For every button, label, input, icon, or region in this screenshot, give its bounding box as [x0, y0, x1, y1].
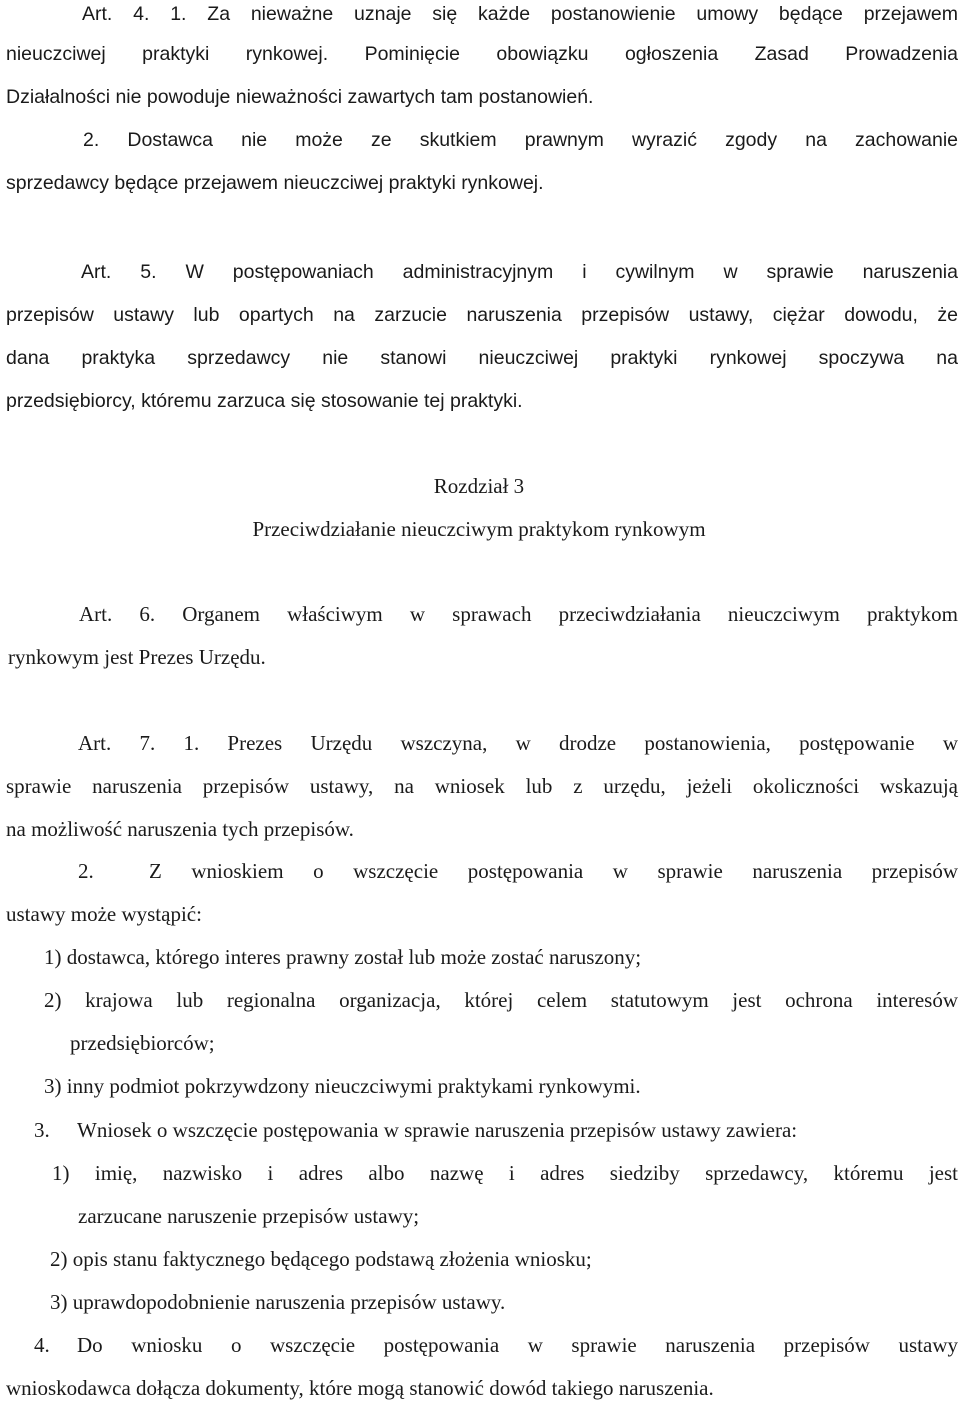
art5-line1: Art. 5. W postępowaniach administracyjnym i cywilnym w sprawie naruszenia	[81, 261, 958, 283]
art5-line2: przepisów ustawy lub opartych na zarzucie naruszenia przepisów ustawy, ciężar dowodu, że	[6, 304, 958, 326]
art7-p3-number: 3.	[34, 1118, 50, 1142]
art7-p2-line2: ustawy może wystąpić:	[6, 902, 202, 926]
art7-p2-item2-line2: przedsiębiorców;	[70, 1031, 215, 1055]
art4-line5: sprzedawcy będące przejawem nieuczciwej praktyki rynkowej.	[6, 172, 544, 194]
art5-line4: przedsiębiorcy, któremu zarzuca się stosowanie tej praktyki.	[6, 390, 523, 412]
art7-p3-item2: 2) opis stanu faktycznego będącego podstawą złożenia wniosku;	[50, 1247, 592, 1271]
art7-p2-line1: Z wnioskiem o wszczęcie postępowania w sprawie naruszenia przepisów	[149, 859, 958, 883]
art4-line1: Art. 4. 1. Za nieważne uznaje się każde postanowienie umowy będące przejawem	[82, 3, 958, 25]
art6-line2: rynkowym jest Prezes Urzędu.	[8, 645, 266, 669]
art4-line2: nieuczciwej praktyki rynkowej. Pominięcie obowiązku ogłoszenia Zasad Prowadzenia	[6, 43, 958, 65]
art7-p3-item1-line1: 1) imię, nazwisko i adres albo nazwę i adres siedziby sprzedawcy, któremu jest	[52, 1161, 958, 1185]
art7-p1-line2: sprawie naruszenia przepisów ustawy, na wniosek lub z urzędu, jeżeli okoliczności wskazują	[6, 774, 958, 798]
art6-line1: Art. 6. Organem właściwym w sprawach przeciwdziałania nieuczciwym praktykom	[79, 602, 958, 626]
chapter-title: Przeciwdziałanie nieuczciwym praktykom rynkowym	[252, 517, 706, 541]
art7-p3-item3: 3) uprawdopodobnienie naruszenia przepisów ustawy.	[50, 1290, 506, 1314]
document-page	[6, 0, 958, 1402]
art7-p4-line2: wnioskodawca dołącza dokumenty, które mogą stanowić dowód takiego naruszenia.	[6, 1376, 714, 1400]
art7-p2-item2-line1: 2) krajowa lub regionalna organizacja, której celem statutowym jest ochrona interesów	[44, 988, 958, 1012]
art7-p3-line1: Wniosek o wszczęcie postępowania w sprawie naruszenia przepisów ustawy zawiera:	[77, 1118, 798, 1142]
art7-p2-item3: 3) inny podmiot pokrzywdzony nieuczciwymi praktykami rynkowymi.	[44, 1074, 641, 1098]
art4-line3: Działalności nie powoduje nieważności zawartych tam postanowień.	[6, 86, 594, 108]
art5-line3: dana praktyka sprzedawcy nie stanowi nieuczciwej praktyki rynkowej spoczywa na	[6, 347, 958, 369]
art4-line4: 2. Dostawca nie może ze skutkiem prawnym wyrazić zgody na zachowanie	[83, 129, 958, 151]
art7-p1-line3: na możliwość naruszenia tych przepisów.	[6, 817, 354, 841]
art7-p2-number: 2.	[78, 859, 94, 883]
chapter-number: Rozdział 3	[433, 474, 525, 498]
art7-p4-line1: Do wniosku o wszczęcie postępowania w sprawie naruszenia przepisów ustawy	[77, 1333, 958, 1357]
art7-p2-item1: 1) dostawca, którego interes prawny został lub może zostać naruszony;	[44, 945, 642, 969]
art7-p4-number: 4.	[34, 1333, 50, 1357]
art7-p1-line1: Art. 7. 1. Prezes Urzędu wszczyna, w drodze postanowienia, postępowanie w	[78, 731, 958, 755]
art7-p3-item1-line2: zarzucane naruszenie przepisów ustawy;	[78, 1204, 420, 1228]
